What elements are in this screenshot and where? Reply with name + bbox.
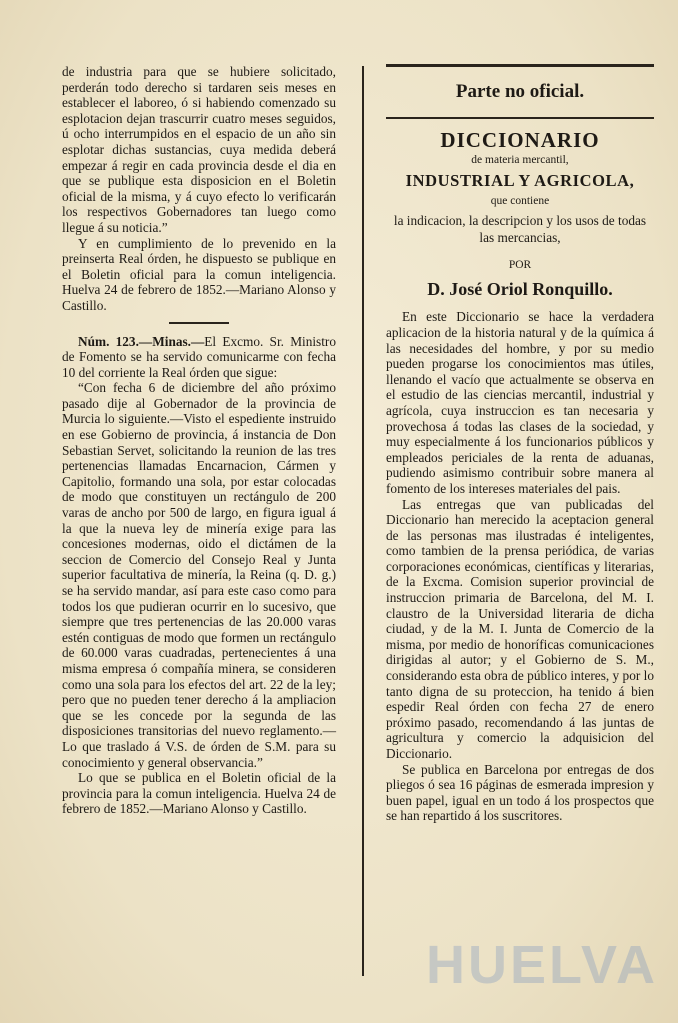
subtitle-line-2: INDUSTRIAL Y AGRICOLA, <box>405 170 635 190</box>
subtitle-line-1: de materia mercantil, <box>471 153 569 166</box>
left-paragraph-3 <box>62 334 336 381</box>
left-paragraph-1: de industria para que se hubiere solicitado, perderán todo derecho si tardaren seis meses en establecer el laboreo, ó si habiendo comenzado su esplotacion dejan trascurrir cuatro meses seguidos, ú ocho interrumpidos en el espacio de un año sin esplotar dichas sustancias, cuya medida deberá empezar á regir en cada provincia desde el dia en que se publique esta disposicion en el Boletin oficial de la misma, y á cuyo efecto lo verificarán los respectivos Gobernadores tan luego como llegue á su noticia.” <box>62 64 336 235</box>
left-paragraph-4: “Con fecha 6 de diciembre del año próximo pasado dije al Gobernador de la provincia de Murcia lo siguiente.—Visto el espediente instruido en ese Gobierno de provincia, á instancia de Don Sebastian Servet, solicitando la reunion de las tres pertenencias llamadas Encarnacion, Cármen y Capitolio, formando una sola, por estar colocadas de modo que constituyen un rectángulo de 200 varas de ancho por 500 de largo, en figura igual á la que la nueva ley de minería exige para las concesiones modernas, oido el dictámen de la seccion de Comercio del Consejo Real y Junta superior facultativa de minería, la Reina (q. D. g.) se ha servido mandar, así para este caso como para todos los que pudieran ocurrir en lo sucesivo, que siempre que tres pertenencias de las 20.000 varas estén contiguas de modo que formen un rectángulo de 60.000 varas cuadradas, pertenecientes á una misma empresa ó compañía minera, se consideren como una sola para los efectos del art. 22 de la ley; pero que no pueden tener derecho á la ampliacion que se les concede por la segunda de las disposiciones transitorias del nuevo reglamento.—Lo que traslado á V.S. de órden de S.M. para su conocimiento y general observancia.” <box>62 380 336 770</box>
subtitle-line-3: que contiene <box>490 195 550 208</box>
column-rule <box>362 66 364 976</box>
title-rule <box>386 117 654 119</box>
author-name: D. José Oriol Ronquillo. <box>427 278 613 299</box>
right-column <box>386 64 654 824</box>
right-paragraph-2: Las entregas que van publicadas del Diccionario han merecido la aceptacion general de las personas mas ilustradas é inteligentes, como tambien de la prensa periódica, de varias corporaciones económicas, científicas y literarias, de la Excma. Comision superior provincial de instruccion primaria de Barcelona, del M. I. claustro de la Universidad literaria de dicha ciudad, y de la M. I. Junta de Comercio de la misma, por medio de honoríficas comunicaciones dirigidas al autor; y el Gobierno de S. M., considerando esta obra de público interes, y por lo tanto digna de su proteccion, ha tenido á bien espedir Real órden con fecha 27 de enero próximo pasado, recomendando á las juntas de agricultura y comercio la adquisicion del Diccionario. <box>386 496 654 761</box>
right-paragraph-1: En este Diccionario se hace la verdadera aplicacion de la historia natural y de la química á las necesidades del hombre, y por su medio pueden progarse los conocimientos mas útiles, llenando el vacío que actualmente se observa en el estudio de las ciencias mercantil, industrial y agrícola, cuya instruccion es tan necesaria y provechosa á todas las clases de la sociedad, y muy especialmente á los funcionarios públicos y empleados periciales de la renta de aduanas, pudiendo asimismo contribuir sobre manera al fomento de los intereses materiales del pais. <box>386 309 654 496</box>
right-paragraph-3: Se publica en Barcelona por entregas de dos pliegos ó sea 16 páginas de esmerada impresion y buen papel, igual en un todo á los prospectos que se han repartido á los suscritores. <box>386 761 654 824</box>
left-paragraph-5: Lo que se publica en el Boletin oficial de la provincia para la comun inteligencia. Huelva 24 de febrero de 1852.—Mariano Alonso y Castillo. <box>62 770 336 817</box>
order-intro-text: El Excmo. Sr. Ministro de Fomento se ha servido comunicarme con fecha 10 del corriente la Real órden que sigue: <box>62 333 336 380</box>
top-rule <box>386 64 654 67</box>
section-title: Parte no oficial. <box>455 81 585 102</box>
dictionary-title: DICCIONARIO <box>440 128 600 152</box>
left-column <box>62 64 336 817</box>
order-number-heading: Núm. 123.—Minas.— <box>78 333 205 349</box>
por-label: POR <box>508 259 532 272</box>
section-divider <box>169 322 229 324</box>
subtitle-line-4: la indicacion, la descripcion y los usos de todas las mercancias, <box>393 213 647 246</box>
archive-watermark: HUELVA <box>426 935 658 995</box>
left-paragraph-2: Y en cumplimiento de lo prevenido en la preinserta Real órden, he dispuesto se publique en el Boletin oficial para la comun inteligencia. Huelva 24 de febrero de 1852.—Mariano Alonso y Castillo. <box>62 235 336 313</box>
